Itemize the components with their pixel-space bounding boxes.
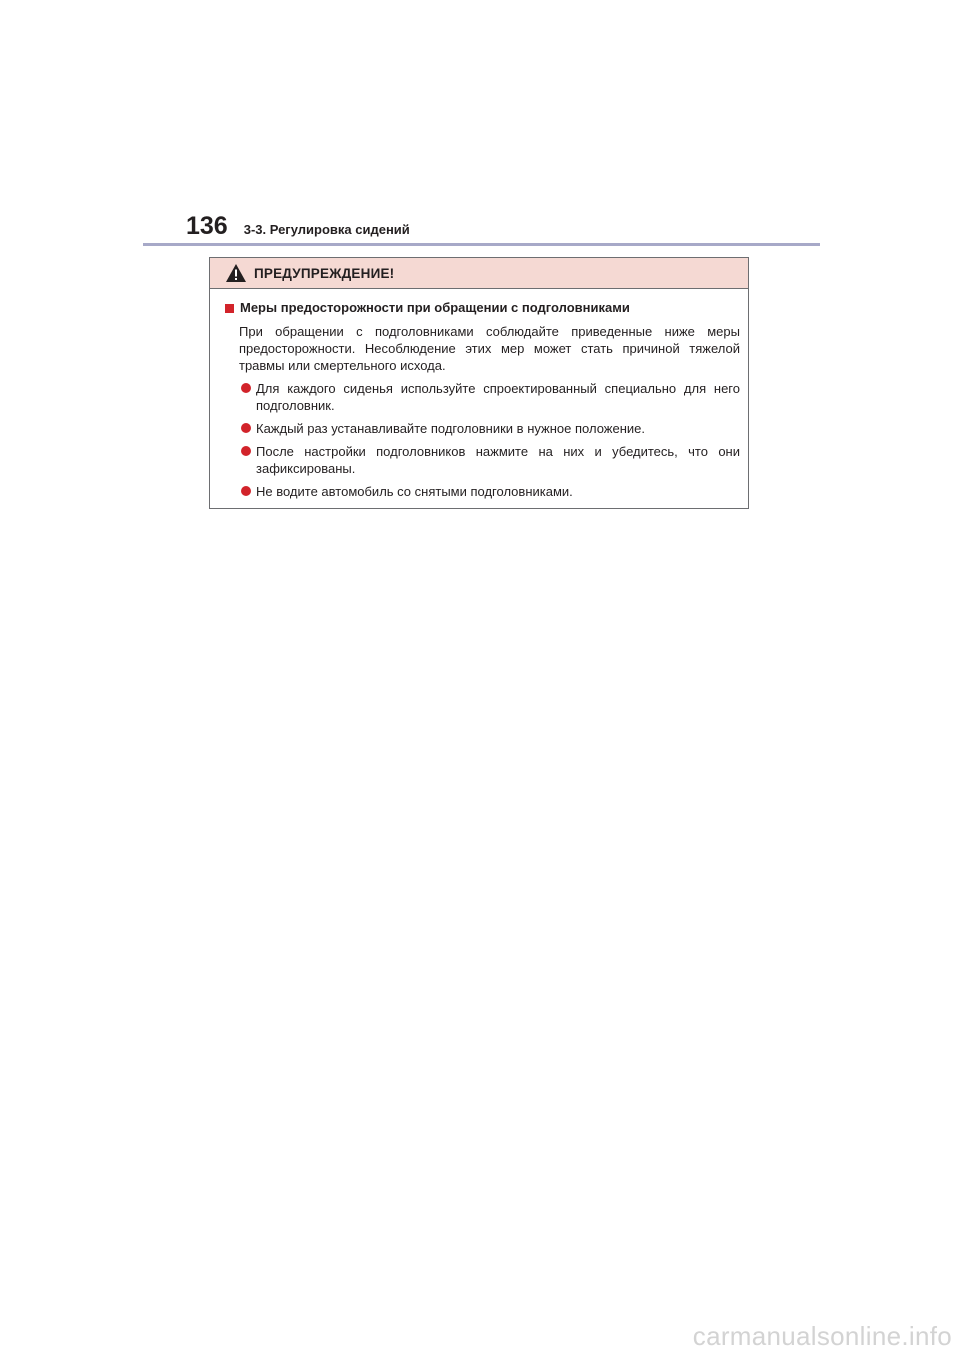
- red-dot-bullet-icon: [241, 486, 251, 496]
- red-dot-bullet-icon: [241, 383, 251, 393]
- list-item-text: Не водите автомобиль со снятыми подголовниками.: [256, 484, 573, 499]
- list-item-text: После настройки подголовников нажмите на них и убедитесь, что они зафиксированы.: [256, 444, 740, 476]
- red-dot-bullet-icon: [241, 446, 251, 456]
- page-header: [186, 212, 410, 246]
- warning-body: [210, 289, 748, 500]
- warning-triangle-icon: [225, 263, 247, 283]
- header-divider: [143, 243, 820, 246]
- warning-title: ПРЕДУПРЕЖДЕНИЕ!: [254, 265, 395, 281]
- warning-header: [210, 258, 748, 289]
- list-item: [241, 483, 740, 500]
- list-item: [241, 420, 740, 437]
- warning-subheading: [225, 299, 740, 317]
- square-bullet-icon: [225, 304, 234, 313]
- warning-intro: При обращении с подголовниками соблюдайте приведенные ниже меры предосторожности. Несоблюдение этих мер может стать причиной тяжелой травмы или смертельного исхода.: [239, 324, 740, 373]
- page-number: 136: [186, 212, 228, 240]
- list-item-text: Для каждого сиденья используйте спроектированный специально для него подголовник.: [256, 381, 740, 413]
- warning-subheading-text: Меры предосторожности при обращении с подголовниками: [240, 300, 630, 315]
- list-item-text: Каждый раз устанавливайте подголовники в нужное положение.: [256, 421, 645, 436]
- warning-box: [209, 257, 749, 509]
- list-item: [241, 380, 740, 414]
- section-title: 3-3. Регулировка сидений: [243, 222, 410, 237]
- watermark: carmanualsonline.info: [692, 1321, 952, 1351]
- list-item: [241, 443, 740, 477]
- red-dot-bullet-icon: [241, 423, 251, 433]
